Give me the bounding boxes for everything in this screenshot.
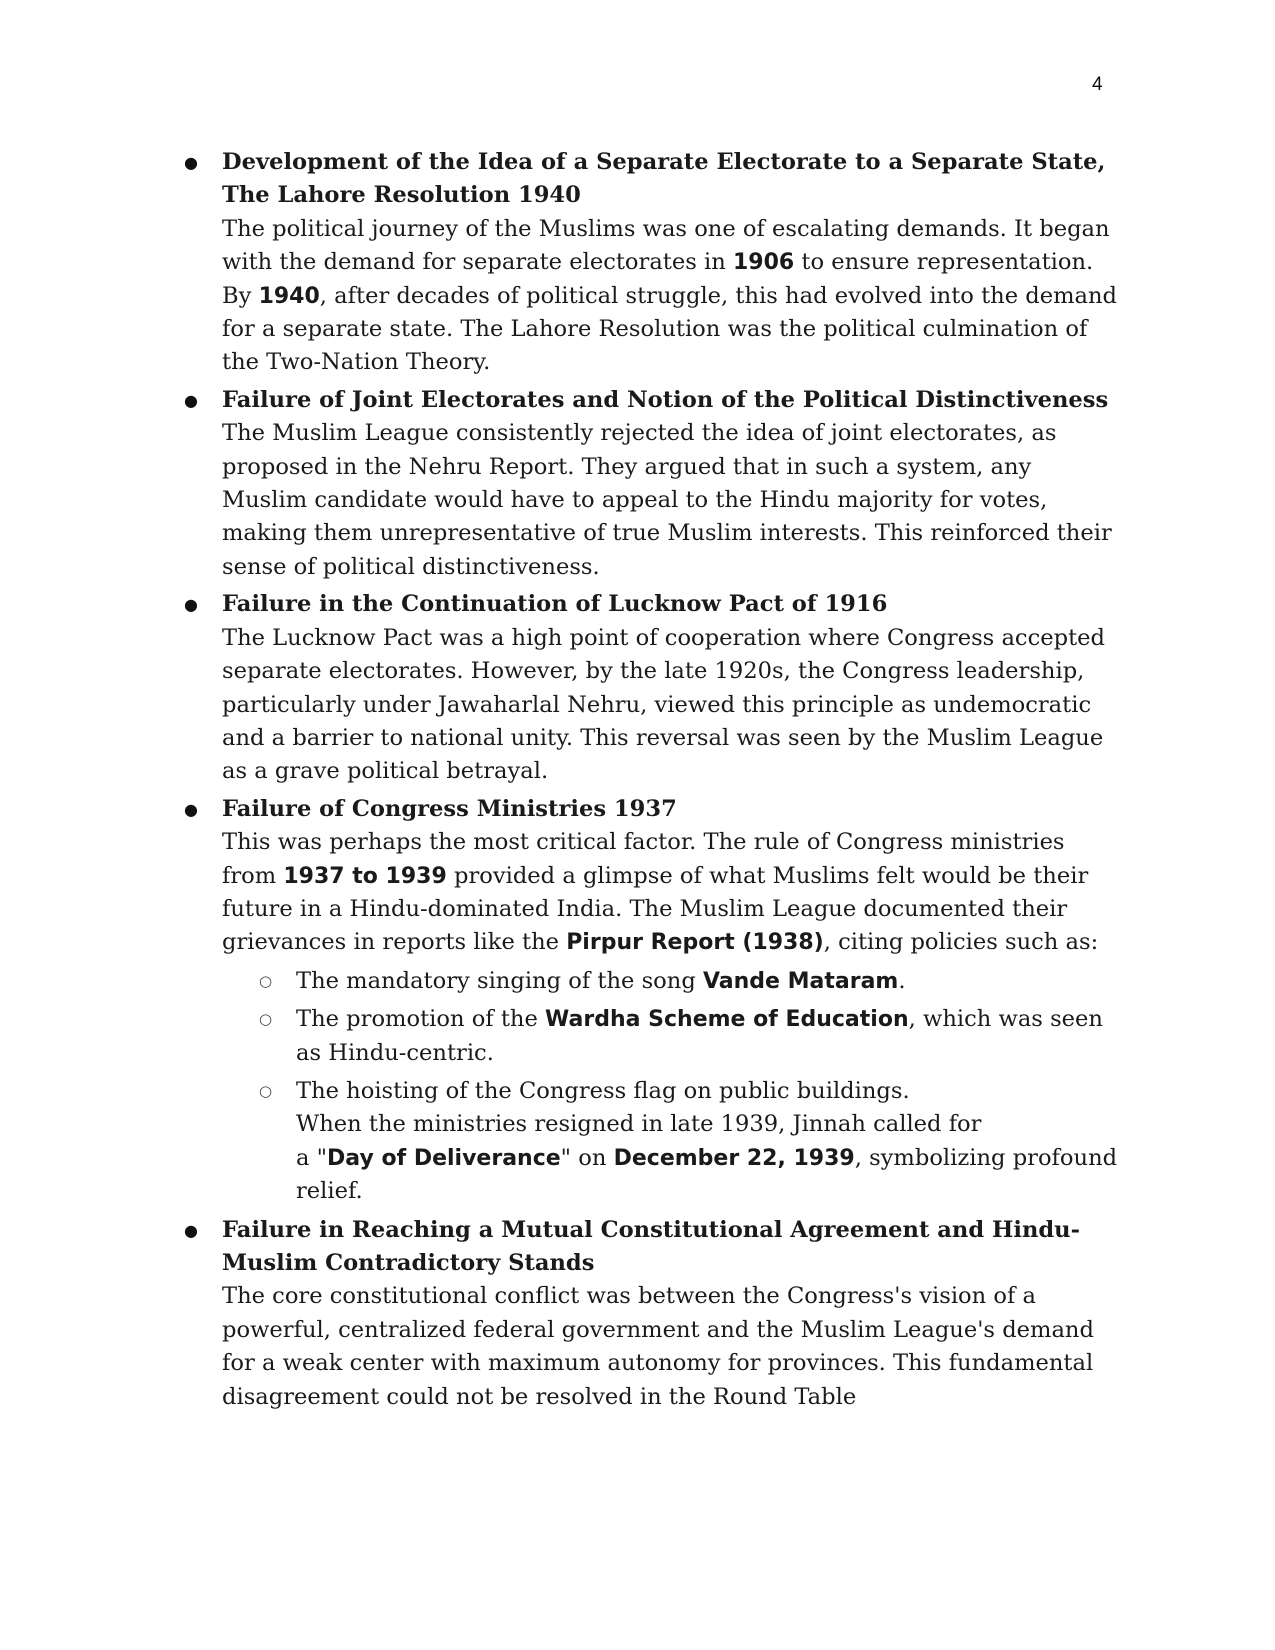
- item-heading: Development of the Idea of a Separate Electorate to a Separate State, The Lahore Resolution 1940: [222, 149, 1106, 209]
- sub-list-item: [222, 965, 1122, 998]
- body-highlight: 1937 to 1939: [283, 863, 447, 889]
- item-body: [222, 417, 1122, 584]
- bullet-icon: ●: [184, 1220, 198, 1240]
- list-item: [0, 1214, 1122, 1414]
- bullet-icon: ●: [184, 799, 198, 819]
- item-heading: Failure in Reaching a Mutual Constitutional Agreement and Hindu-Muslim Contradictory Stands: [222, 1216, 1080, 1276]
- body-text: The promotion of the: [296, 1006, 546, 1033]
- bullet-icon: ●: [184, 390, 198, 410]
- body-text: a ": [296, 1144, 328, 1171]
- item-heading: Failure in the Continuation of Lucknow Pact of 1916: [222, 591, 888, 618]
- body-highlight: 1940: [258, 283, 320, 309]
- body-text: The core constitutional conflict was between the Congress's vision of a powerful, centralized federal government and the Muslim League's demand for a weak center with maximum autonomy for provinces. This fundamental disagreement could not be resolved in the Round Table: [222, 1283, 1094, 1410]
- circle-bullet-icon: ○: [259, 1081, 273, 1100]
- body-text: The mandatory singing of the song: [296, 967, 703, 994]
- body-highlight: December 22, 1939: [613, 1145, 855, 1171]
- body-highlight: 1906: [733, 250, 795, 276]
- body-text: The Muslim League consistently rejected the idea of joint electorates, as proposed in the Nehru Report. They argued that in such a system, any Muslim candidate would have to appeal to the Hindu majority for votes, making them unrepresentative of true Muslim interests. This reinforced their sense of political distinctiveness.: [222, 420, 1112, 580]
- body-highlight: Wardha Scheme of Education: [545, 1007, 909, 1033]
- body-text: The Lucknow Pact was a high point of cooperation where Congress accepted separate electorates. However, by the late 1920s, the Congress leadership, particularly under Jawaharlal Nehru, viewed this principle as undemocratic and a barrier to national unity. This reversal was seen by the Muslim League as a grave political betrayal.: [222, 624, 1105, 785]
- body-text: .: [898, 967, 906, 994]
- sub-list-item: [222, 1003, 1122, 1070]
- body-text: The hoisting of the Congress flag on public buildings.: [296, 1077, 910, 1104]
- body-text: , which was seen as Hindu-centric.: [296, 1006, 1103, 1066]
- body-highlight: Pirpur Report (1938): [566, 930, 824, 956]
- body-text: provided a glimpse of what Muslims felt would be their future in a Hindu-dominated India. The Muslim League documented their grievances in reports like the: [222, 862, 1089, 956]
- body-text: The political journey of the Muslims was one of escalating demands. It began with the demand for separate electorates in: [222, 215, 1110, 276]
- body-text: , citing policies such as:: [823, 929, 1099, 956]
- bullet-icon: ●: [184, 153, 198, 172]
- bullet-icon: ●: [184, 595, 198, 615]
- item-heading: Failure of Joint Electorates and Notion of the Political Distinctiveness: [222, 386, 1109, 413]
- item-body: [222, 213, 1122, 380]
- item-body: [222, 622, 1122, 789]
- body-highlight: Vande Mataram: [702, 968, 899, 994]
- list-item: [0, 793, 1122, 1209]
- body-text: " on: [560, 1144, 614, 1171]
- sub-list: [222, 965, 1122, 1209]
- item-body: [222, 826, 1122, 960]
- body-text: , after decades of political struggle, this had evolved into the demand for a separate state. The Lahore Resolution was the political culmination of the Two-Nation Theory.: [222, 282, 1118, 376]
- body-text: This was perhaps the most critical factor. The rule of Congress ministries from: [222, 829, 1065, 889]
- circle-bullet-icon: ○: [259, 1010, 273, 1029]
- page-number: 4: [1092, 74, 1103, 95]
- item-body: [222, 1280, 1122, 1414]
- sub-list-item: [222, 1075, 1122, 1209]
- circle-bullet-icon: ○: [259, 971, 273, 990]
- body-text: to ensure representation. By: [222, 249, 1094, 309]
- list-item: [0, 146, 1122, 380]
- list-item: [0, 588, 1122, 788]
- item-heading: Failure of Congress Ministries 1937: [222, 795, 677, 822]
- list-item: [0, 384, 1122, 584]
- body-highlight: Day of Deliverance: [327, 1145, 561, 1171]
- body-text: , symbolizing profound relief.: [296, 1144, 1118, 1205]
- body-text: When the ministries resigned in late 1939, Jinnah called for: [296, 1111, 982, 1138]
- document-body: [0, 146, 1275, 1418]
